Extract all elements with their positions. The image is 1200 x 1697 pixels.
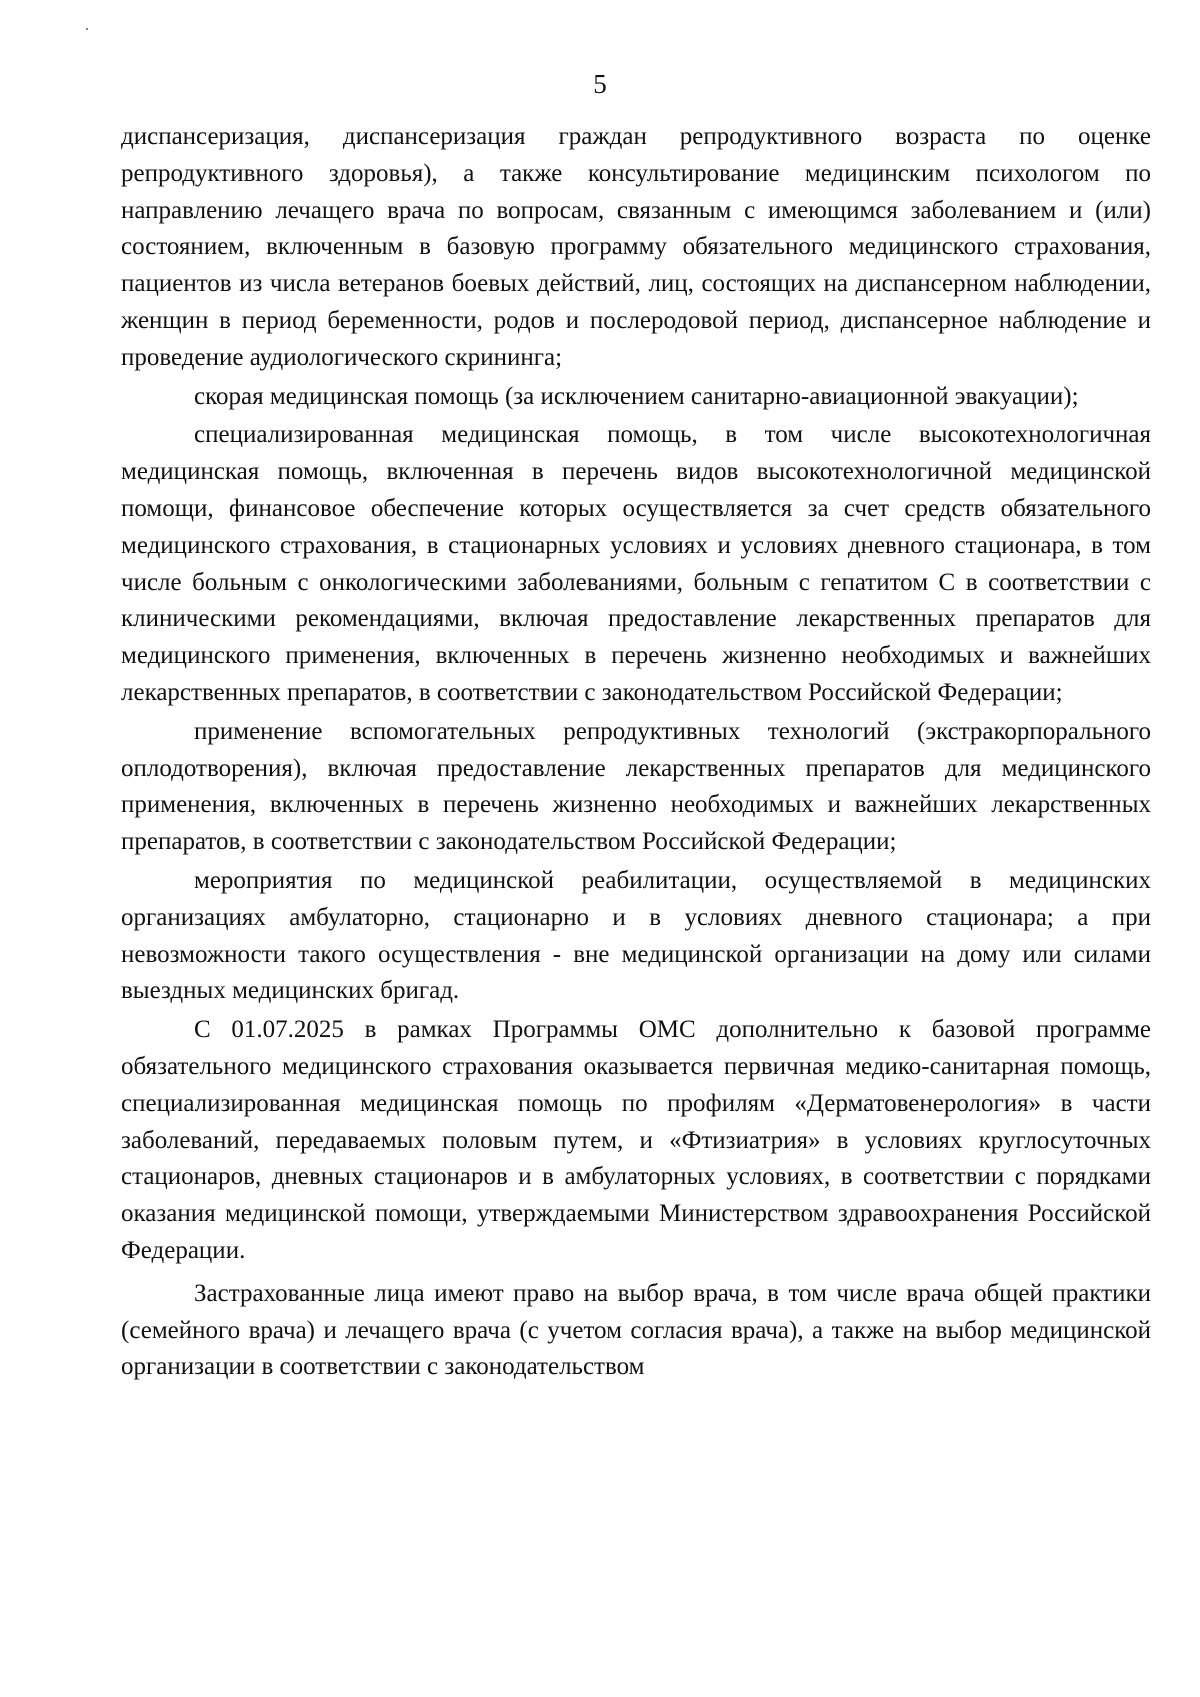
paragraph-rehabilitation: мероприятия по медицинской реабилитации, осуществляемой в медицинских организациях амбулаторно, стационарно и в условиях дневного стационара; а при невозможности такого осуществления - вне медицинской организации на дому или силами выездных медицинских бригад.: [121, 866, 1151, 1005]
paragraph-specialized-care: специализированная медицинская помощь, в том числе высокотехнологичная медицинская помощь, включенная в перечень видов высокотехнологичной медицинской помощи, финансовое обеспечение которых осуществляется за счет средств обязательного медицинского страхования, в стационарных условиях и условиях дневного стационара, в том числе больным с онкологическими заболеваниями, больным с гепатитом С в соответствии с клиническими рекомендациями, включая предоставление лекарственных препаратов для медицинского применения, включенных в перечень жизненно необходимых и важнейших лекарственных препаратов, в соответствии с законодательством Российской Федерации;: [121, 421, 1151, 706]
scan-speck: [86, 28, 88, 30]
paragraph-reproductive-technologies: применение вспомогательных репродуктивных технологий (экстракорпорального оплодотворения), включая предоставление лекарственных препаратов для медицинского применения, включенных в перечень жизненно необходимых и важнейших лекарственных препаратов, в соответствии с законодательством Российской Федерации;: [121, 717, 1151, 856]
paragraph-emergency-care: скорая медицинская помощь (за исключением санитарно-авиационной эвакуации);: [194, 382, 1079, 410]
paragraph-insured-rights: Застрахованные лица имеют право на выбор врача, в том числе врача общей практики (семейного врача) и лечащего врача (с учетом согласия врача), а также на выбор медицинской организации в соответствии с законодательством: [121, 1279, 1151, 1381]
page-number: 5: [593, 69, 607, 99]
paragraph-oms-additional: С 01.07.2025 в рамках Программы ОМС дополнительно к базовой программе обязательного медицинского страхования оказывается первичная медико-санитарная помощь, специализированная медицинская помощь по профилям «Дерматовенерология» в части заболеваний, передаваемых половым путем, и «Фтизиатрия» в условиях круглосуточных стационаров, дневных стационаров и в амбулаторных условиях, в соответствии с порядками оказания медицинской помощи, утверждаемыми Министерством здравоохранения Российской Федерации.: [121, 1016, 1151, 1264]
paragraph-continuation: диспансеризация, диспансеризация граждан репродуктивного возраста по оценке репродуктивного здоровья), а также консультирование медицинским психологом по направлению лечащего врача по вопросам, связанным с имеющимся заболеванием и (или) состоянием, включенным в базовую программу обязательного медицинского страхования, пациентов из числа ветеранов боевых действий, лиц, состоящих на диспансерном наблюдении, женщин в период беременности, родов и послеродовой период, диспансерное наблюдение и проведение аудиологического скрининга;: [121, 123, 1151, 371]
document-body: [121, 119, 1151, 1386]
